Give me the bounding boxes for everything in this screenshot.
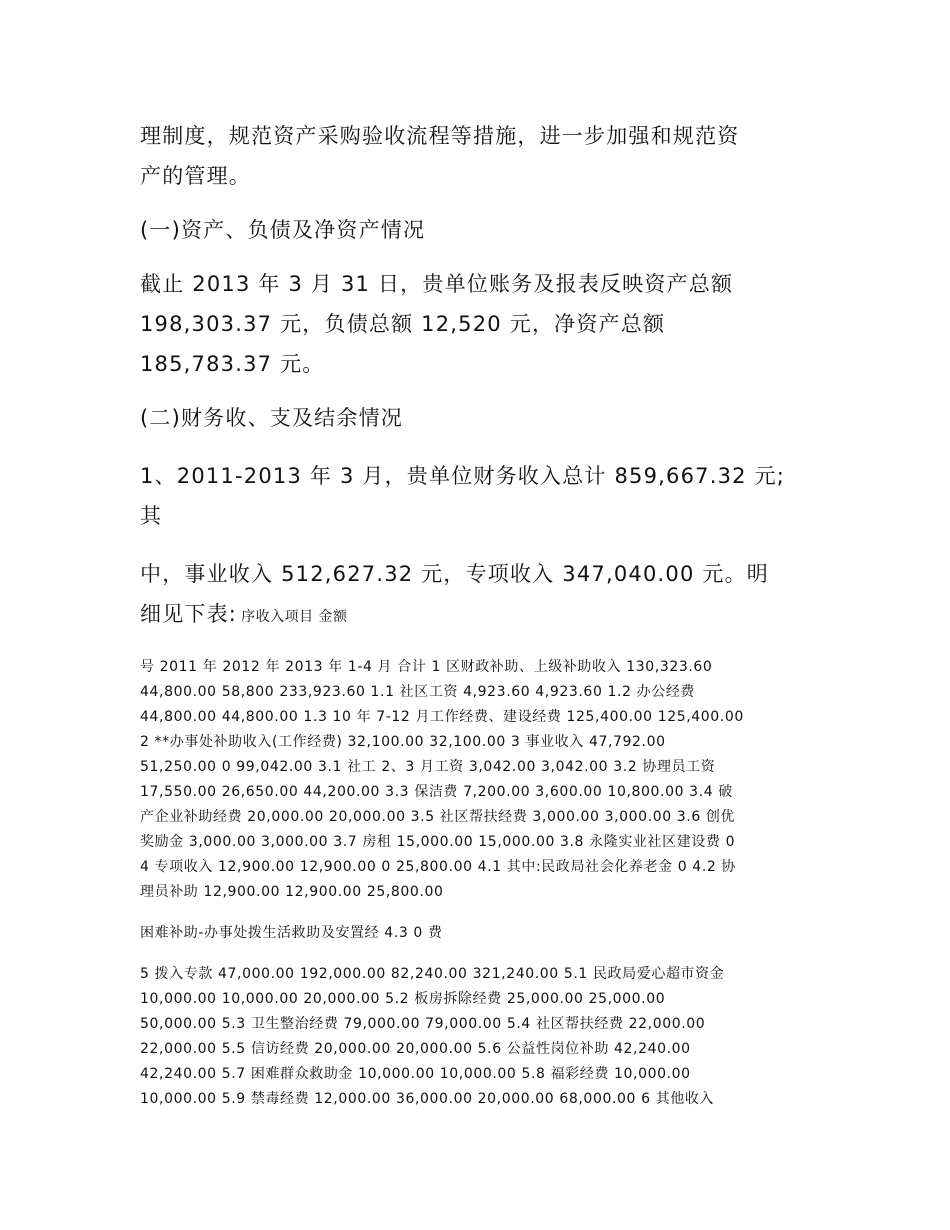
table-text-line: 51,250.00 0 99,042.00 3.1 社工 2、3 月工资 3,042.00 3,042.00 3.2 协理员工资 xyxy=(140,759,716,775)
table-text-line: 44,800.00 58,800 233,923.60 1.1 社区工资 4,923.60 4,923.60 1.2 办公经费 xyxy=(140,684,696,700)
text-line: 其 xyxy=(140,504,163,528)
text-line: 截止 2013 年 3 月 31 日，贵单位账务及报表反映资产总额 xyxy=(140,272,734,296)
intro-paragraph xyxy=(140,116,830,196)
table-intro-line xyxy=(140,594,830,637)
table-text-line: 号 2011 年 2012 年 2013 年 1-4 月 合计 1 区财政补助、上级补助收入 130,323.60 xyxy=(140,659,713,675)
text-line: 产的管理。 xyxy=(140,164,251,188)
table-text-line: 50,000.00 5.3 卫生整治经费 79,000.00 79,000.00 5.4 社区帮扶经费 22,000.00 xyxy=(140,1016,706,1032)
table-intro-text: 细见下表: xyxy=(140,602,238,626)
section1-paragraph xyxy=(140,264,830,384)
table-text-line: 4 专项收入 12,900.00 12,900.00 0 25,800.00 4.1 其中:民政局社会化养老金 0 4.2 协 xyxy=(140,859,737,875)
heading-text: (一)资产、负债及净资产情况 xyxy=(140,218,426,242)
item1-paragraph xyxy=(140,456,830,536)
table-text-line: 10,000.00 5.9 禁毒经费 12,000.00 36,000.00 20,000.00 68,000.00 6 其他收入 xyxy=(140,1091,715,1107)
table-text-block-1 xyxy=(140,655,830,905)
table-text-line: 5 拨入专款 47,000.00 192,000.00 82,240.00 321,240.00 5.1 民政局爱心超市资金 xyxy=(140,966,725,982)
table-text-line: 奖励金 3,000.00 3,000.00 3.7 房租 15,000.00 15,000.00 3.8 永隆实业社区建设费 0 xyxy=(140,834,736,850)
table-text-line: 理员补助 12,900.00 12,900.00 25,800.00 xyxy=(140,884,444,900)
table-text-line: 2 **办事处补助收入(工作经费) 32,100.00 32,100.00 3 事业收入 47,792.00 xyxy=(140,734,666,750)
table-text-line: 困难补助-办事处拨生活救助及安置经 4.3 0 费 xyxy=(140,925,443,941)
item1-continuation xyxy=(140,554,830,637)
table-text-block-3 xyxy=(140,962,830,1112)
section2-heading xyxy=(140,398,830,438)
table-text-line: 22,000.00 5.5 信访经费 20,000.00 20,000.00 5.6 公益性岗位补助 42,240.00 xyxy=(140,1041,691,1057)
table-text-line: 10,000.00 10,000.00 20,000.00 5.2 板房拆除经费 25,000.00 25,000.00 xyxy=(140,991,666,1007)
text-line: 中，事业收入 512,627.32 元，专项收入 347,040.00 元。明 xyxy=(140,562,769,586)
section1-heading xyxy=(140,210,830,250)
text-line: 198,303.37 元，负债总额 12,520 元，净资产总额 xyxy=(140,312,666,336)
text-line: 185,783.37 元。 xyxy=(140,352,325,376)
table-text-block-2 xyxy=(140,921,830,946)
document-page xyxy=(140,116,830,1112)
text-line: 理制度，规范资产采购验收流程等措施，进一步加强和规范资 xyxy=(140,124,740,148)
text-line: 1、2011-2013 年 3 月，贵单位财务收入总计 859,667.32 元; xyxy=(140,464,786,488)
table-text-line: 产企业补助经费 20,000.00 20,000.00 3.5 社区帮扶经费 3,000.00 3,000.00 3.6 创优 xyxy=(140,809,736,825)
table-text-line: 44,800.00 44,800.00 1.3 10 年 7-12 月工作经费、建设经费 125,400.00 125,400.00 xyxy=(140,709,744,725)
table-text-line: 17,550.00 26,650.00 44,200.00 3.3 保洁费 7,200.00 3,600.00 10,800.00 3.4 破 xyxy=(140,784,733,800)
table-text-line: 42,240.00 5.7 困难群众救助金 10,000.00 10,000.00 5.8 福彩经费 10,000.00 xyxy=(140,1066,691,1082)
table-header-fragment: 序收入项目 金额 xyxy=(241,609,348,625)
heading-text: (二)财务收、支及结余情况 xyxy=(140,406,403,430)
